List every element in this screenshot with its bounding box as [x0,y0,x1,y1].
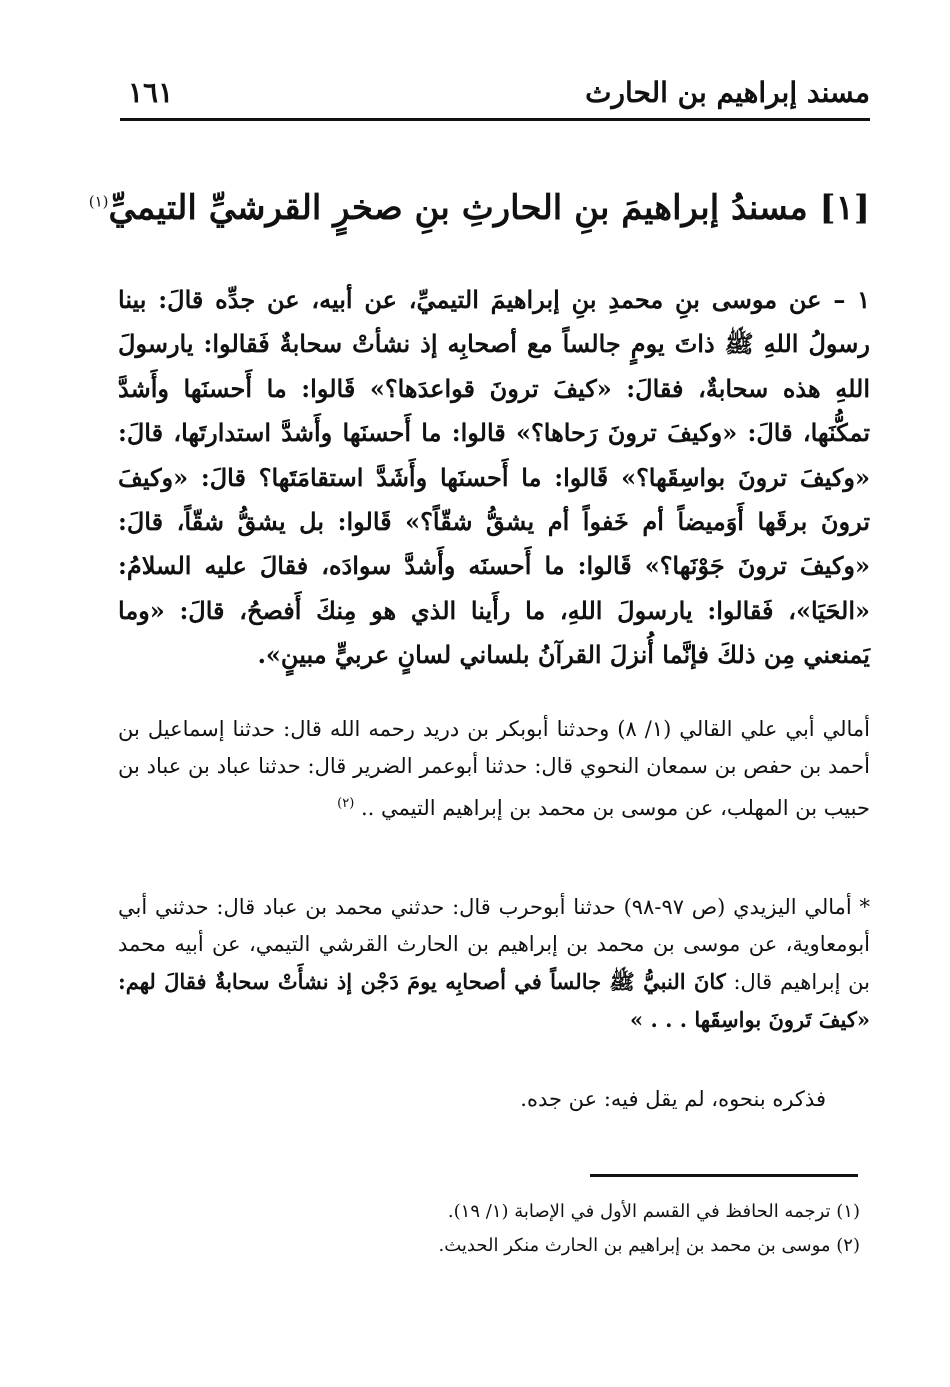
running-title: مسند إبراهيم بن الحارث [585,76,870,109]
hadith-text-block [118,278,870,678]
source-1-footnote-ref: (٢) [337,796,355,811]
footnote-1: (١) ترجمه الحافظ في القسم الأول في الإصابة (١/ ١٩). [447,1201,860,1222]
section-footnote-ref: (١) [88,192,109,211]
closing-note: فذكره بنحوه، لم يقل فيه: عن جده. [520,1087,826,1111]
section-number: [١] [819,188,870,228]
hadith-number: ١ – [833,285,871,314]
source-citation-1 [118,711,870,827]
page-header [120,74,870,121]
source-2-quote: كانَ النبيُّ ﷺ جالساً في أصحابِه يومَ دَجْن إذ نشأَتْ سحابةٌ فقالَ لهم: «كيفَ تَرونَ بواسِقَها . . . » [118,969,870,1032]
source-2-text: * أمالي اليزيدي (ص ٩٧-٩٨) حدثنا أبوحرب قال: حدثني محمد بن عباد قال: حدثني أبي أبومعاوية، عن موسى بن محمد بن إبراهيم بن الحارث القرشي التيمي، عن أبيه محمد بن إبراهيم قال: [118,895,870,994]
source-1-text: أمالي أبي علي القالي (١/ ٨) وحدثنا أبوبكر بن دريد رحمه الله قال: حدثنا إسماعيل بن أحمد بن حفص بن سمعان النحوي قال: حدثنا أبوعمر الضرير قال: حدثنا عباد بن عباد بن حبيب بن المهلب، عن موسى بن محمد بن إبراهيم التيمي .. [118,717,870,820]
section-title: مسندُ إبراهيمَ بنِ الحارثِ بنِ صخرٍ القرشيِّ التيميِّ [108,188,808,228]
footnote-divider [590,1174,858,1177]
hadith-text: عن موسى بنِ محمدِ بنِ إبراهيمَ التيميِّ، عن أبيه، عن جدِّه قالَ: بينا رسولُ اللهِ ﷺ ذاتَ يومٍ جالساً مع أصحابِه إذ نشأتْ سحابةٌ فَقالوا: يارسولَ اللهِ هذه سحابةٌ، فقالَ: «كيفَ ترونَ قواعدَها؟» قَالوا: ما أَحسنَها وأَشدَّ تمكُّنَها، قالَ: «وكيفَ ترونَ رَحاها؟» قالوا: ما أَحسنَها وأَشدَّ استدارتَها، قالَ: «وكيفَ ترونَ بواسِقَها؟» قَالوا: ما أَحسنَها وأَشَدَّ استقامَتَها؟ قالَ: «وكيفَ ترونَ برقَها أَوَميضاً أم خَفواً أم يشقُّ شقّاً؟» قَالوا: بل يشقُّ شقّاً، قالَ: «وكيفَ ترونَ جَوْنَها؟» قَالوا: ما أَحسنَه وأَشدَّ سوادَه، فقالَ عليه السلامُ: «الحَيَا»، فَقالوا: يارسولَ اللهِ، ما رأَينا الذي هو مِنكَ أَفصحُ، قالَ: «وما يَمنعني مِن ذلكَ فإنَّما أُنزلَ القرآنُ بلساني لسانٍ عربيٍّ مبينٍ». [118,285,870,670]
footnotes [118,1195,860,1263]
page-number: ١٦١ [128,76,174,109]
footnote-2: (٢) موسى بن محمد بن إبراهيم بن الحارث منكر الحديث. [438,1235,860,1256]
source-citation-2 [118,889,870,1039]
section-heading [88,188,870,228]
